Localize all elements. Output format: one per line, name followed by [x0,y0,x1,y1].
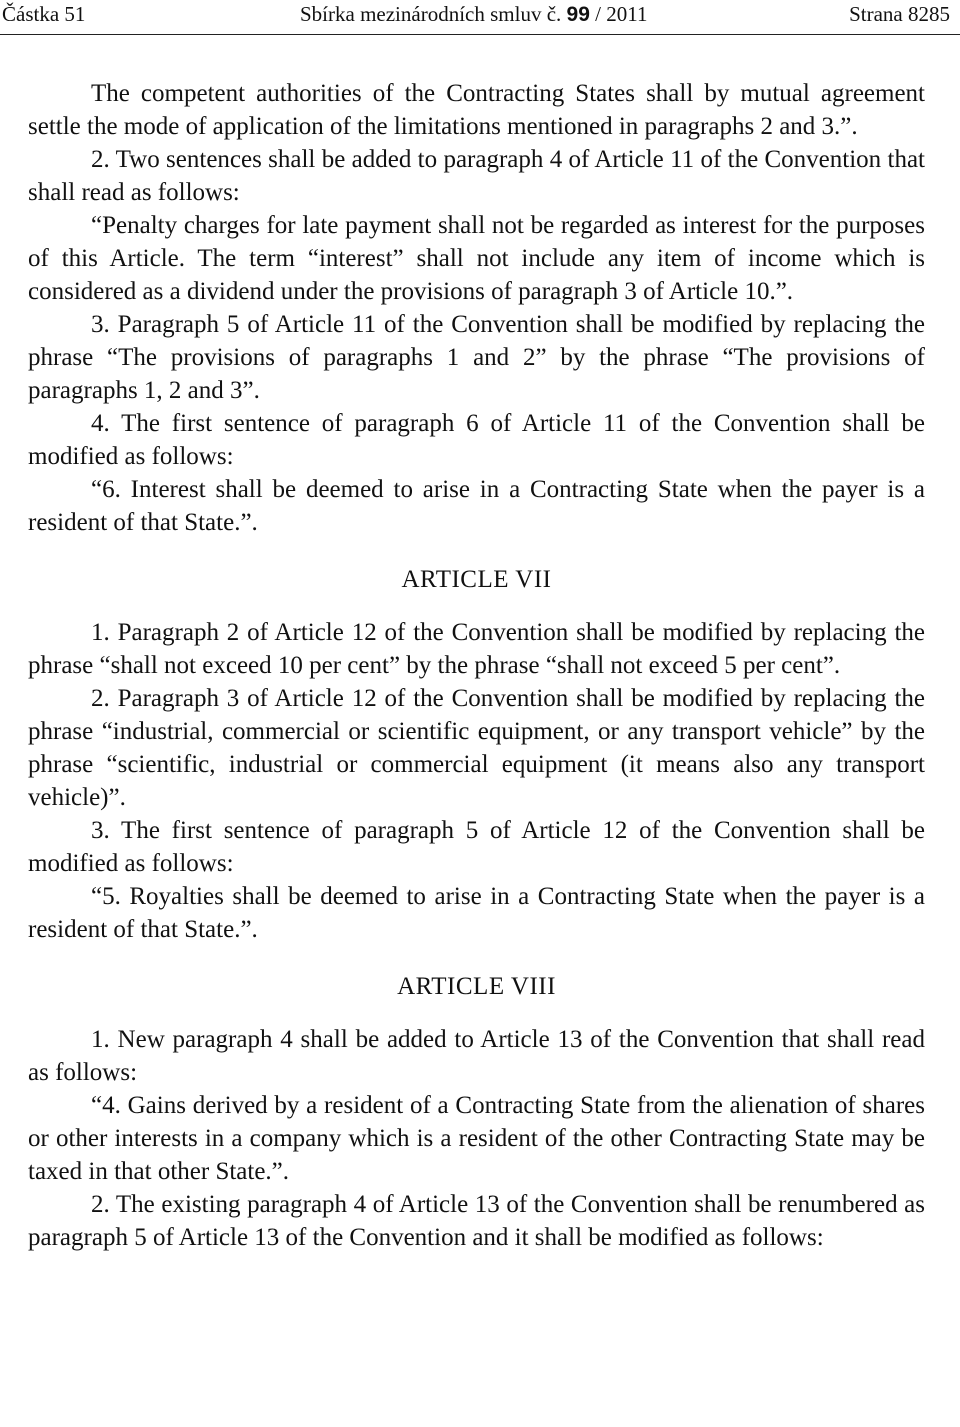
header-part-number: Částka 51 [2,2,86,26]
article-heading: ARTICLE VIII [397,973,556,1000]
spacer [28,539,925,563]
spacer [28,596,925,616]
paragraph: “Penalty charges for late payment shall not be regarded as interest for the purposes of this Article. The term “interest” shall not include any item of income which is considered as a dividend under the provisions of paragraph 3 of Article 10.”. [28,212,925,305]
paragraph: 1. New paragraph 4 shall be added to Article 13 of the Convention that shall read as follows: [28,1026,925,1086]
paragraph: “5. Royalties shall be deemed to arise in a Contracting State when the payer is a resident of that State.”. [28,883,925,943]
header-page-number: Strana 8285 [849,2,950,26]
paragraph: 4. The first sentence of paragraph 6 of Article 11 of the Convention shall be modified as follows: [28,410,925,470]
paragraph: 3. Paragraph 5 of Article 11 of the Convention shall be modified by replacing the phrase “The provisions of paragraphs 1 and 2” by the phrase “The provisions of paragraphs 1, 2 and 3”. [28,311,925,404]
header-collection-title [300,2,647,27]
header-collection-number: 99 [566,3,590,26]
article-heading: ARTICLE VII [401,566,552,593]
header-collection-prefix: Sbírka mezinárodních smluv č. [300,2,562,26]
paragraph: “6. Interest shall be deemed to arise in a Contracting State when the payer is a resident of that State.”. [28,476,925,536]
paragraph: 3. The first sentence of paragraph 5 of Article 12 of the Convention shall be modified as follows: [28,817,925,877]
document-body [28,77,925,1254]
paragraph: 2. Two sentences shall be added to paragraph 4 of Article 11 of the Convention that shall read as follows: [28,146,925,206]
spacer [28,946,925,970]
paragraph: 2. Paragraph 3 of Article 12 of the Convention shall be modified by replacing the phrase “industrial, commercial or scientific equipment, or any transport vehicle” by the phrase “scientific, industrial or commercial equipment (it means also any transport vehicle)”. [28,685,925,811]
page-header [0,0,960,35]
paragraph: 1. Paragraph 2 of Article 12 of the Convention shall be modified by replacing the phrase “shall not exceed 10 per cent” by the phrase “shall not exceed 5 per cent”. [28,619,925,679]
paragraph: 2. The existing paragraph 4 of Article 13 of the Convention shall be renumbered as paragraph 5 of Article 13 of the Convention and it shall be modified as follows: [28,1191,925,1251]
paragraph: “4. Gains derived by a resident of a Contracting State from the alienation of shares or other interests in a company which is a resident of the other Contracting State may be taxed in that other State.”. [28,1092,925,1185]
paragraph: The competent authorities of the Contracting States shall by mutual agreement settle the mode of application of the limitations mentioned in paragraphs 2 and 3.”. [28,80,925,140]
spacer [28,1003,925,1023]
header-collection-year: / 2011 [595,2,648,26]
